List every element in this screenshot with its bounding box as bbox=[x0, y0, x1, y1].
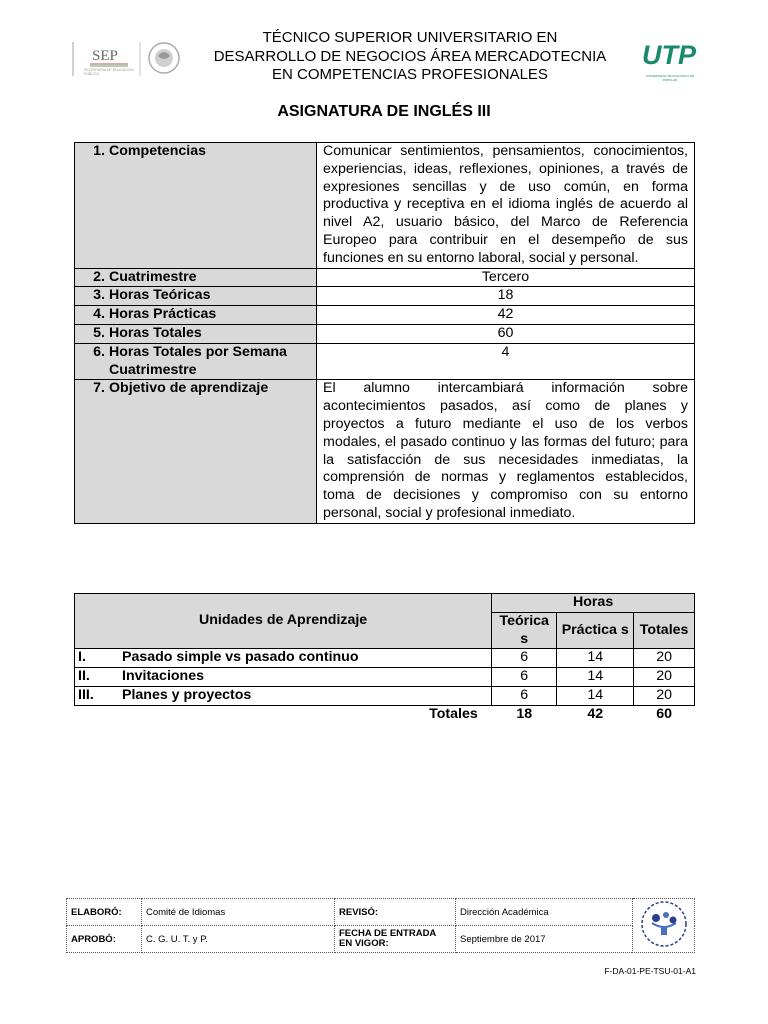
row-label: Horas Teóricas bbox=[109, 287, 211, 304]
aprobo-label: APROBÓ: bbox=[67, 926, 142, 953]
row-number: 4. bbox=[93, 306, 105, 323]
row-label: Horas Prácticas bbox=[109, 306, 217, 323]
totals-row bbox=[75, 705, 695, 723]
unit-total: 20 bbox=[634, 686, 695, 705]
elaboro-value: Comité de Idiomas bbox=[142, 899, 335, 926]
units-header: Unidades de Aprendizaje bbox=[75, 594, 492, 649]
info-row-horas-teoricas bbox=[75, 287, 695, 306]
unit-practice: 14 bbox=[557, 668, 634, 687]
unit-name: Invitaciones bbox=[122, 668, 205, 685]
elaboro-label: ELABORÓ: bbox=[67, 899, 142, 926]
fecha-value: Septiembre de 2017 bbox=[456, 926, 633, 953]
row-value: 4 bbox=[317, 343, 695, 380]
unit-theory: 6 bbox=[492, 686, 557, 705]
row-value: El alumno intercambiará información sobre acontecimientos pasados, así como de planes y proyectos a futuro mediante el uso de los verbos modales, el pasado continuo y las formas del futuro; para la satisfacción de sus necesidades inmediatas, la comprensión de normas y reglamentos establecidos, toma de decisiones y compromiso con su entorno personal, social y profesional inmediato. bbox=[317, 380, 695, 523]
row-label: Cuatrimestre bbox=[109, 268, 197, 285]
utp-logo bbox=[640, 38, 700, 82]
approval-table bbox=[66, 898, 695, 953]
total-header: Totales bbox=[634, 612, 695, 649]
row-number: 2. bbox=[93, 268, 105, 285]
program-title-line-2: DESARROLLO DE NEGOCIOS ÁREA MERCADOTECNIA bbox=[213, 47, 607, 65]
reviso-value: Dirección Académica bbox=[456, 899, 633, 926]
sep-logo-text: SEP bbox=[92, 48, 118, 64]
row-value: 60 bbox=[317, 324, 695, 343]
row-value: 42 bbox=[317, 306, 695, 325]
program-title-line-3: EN COMPETENCIAS PROFESIONALES bbox=[272, 66, 548, 83]
table-row bbox=[75, 668, 695, 687]
info-row-cuatrimestre bbox=[75, 268, 695, 287]
program-title-line-1: TÉCNICO SUPERIOR UNIVERSITARIO EN bbox=[262, 29, 558, 46]
aprobo-value: C. G. U. T. y P. bbox=[142, 926, 335, 953]
unit-theory: 6 bbox=[492, 649, 557, 668]
sep-logo-subtext: SECRETARÍA DE EDUCACIÓN PÚBLICA bbox=[84, 68, 134, 76]
unit-practice: 14 bbox=[557, 649, 634, 668]
row-label: Horas Totales bbox=[109, 324, 202, 341]
unit-number: I. bbox=[78, 649, 86, 666]
info-row-horas-semana bbox=[75, 343, 695, 380]
subject-info-table bbox=[74, 142, 695, 524]
totals-total: 60 bbox=[656, 705, 672, 722]
units-table bbox=[74, 593, 695, 724]
fecha-label: FECHA DE ENTRADA EN VIGOR: bbox=[335, 926, 456, 953]
row-number: 3. bbox=[93, 287, 105, 304]
row-label: Objetivo de aprendizaje bbox=[109, 380, 269, 397]
row-number: 5. bbox=[93, 324, 105, 341]
row-label: Competencias bbox=[109, 143, 206, 159]
row-value: Comunicar sentimientos, pensamientos, conocimientos, experiencias, ideas, reflexiones, opiniones, a través de expresiones sencillas y de uso común, en forma productiva y receptiva en el idioma inglés de acuerdo al nivel A2, usuario básico, del Marco de Referencia Europeo para contribuir en el desempeño de sus funciones en su entorno laboral, social y personal. bbox=[317, 143, 695, 269]
row-number: 1. bbox=[93, 143, 105, 159]
unit-total: 20 bbox=[634, 649, 695, 668]
unit-theory: 6 bbox=[492, 668, 557, 687]
theory-header: Teórica s bbox=[492, 612, 557, 649]
unit-name: Pasado simple vs pasado continuo bbox=[122, 649, 359, 666]
institution-seal-icon bbox=[638, 899, 690, 949]
program-title bbox=[190, 29, 630, 85]
unit-number: III. bbox=[78, 686, 94, 703]
unit-practice: 14 bbox=[557, 686, 634, 705]
info-row-horas-totales bbox=[75, 324, 695, 343]
info-row-objetivo bbox=[75, 380, 695, 523]
table-row bbox=[75, 686, 695, 705]
reviso-label: REVISÓ: bbox=[335, 899, 456, 926]
row-number: 6. bbox=[93, 343, 105, 360]
row-label: Horas Totales por Semana Cuatrimestre bbox=[109, 343, 287, 378]
row-value: Tercero bbox=[317, 268, 695, 287]
unit-total: 20 bbox=[634, 668, 695, 687]
institution-seal bbox=[633, 899, 695, 953]
utp-logo-text: UTP bbox=[642, 40, 696, 70]
totals-theory: 18 bbox=[516, 705, 533, 722]
utp-logo-subtext: UNIVERSIDAD TECNOLÓGICA DE POPULAR bbox=[646, 74, 694, 82]
row-number: 7. bbox=[93, 380, 105, 397]
hours-header: Horas bbox=[492, 594, 695, 613]
totals-practice: 42 bbox=[587, 705, 604, 722]
row-value: 18 bbox=[317, 287, 695, 306]
table-row bbox=[75, 649, 695, 668]
document-code: F-DA-01-PE-TSU-01-A1 bbox=[604, 966, 696, 976]
subject-title: ASIGNATURA DE INGLÉS III bbox=[277, 103, 491, 120]
info-row-horas-practicas bbox=[75, 306, 695, 325]
practice-header: Práctica s bbox=[557, 612, 634, 649]
unit-name: Planes y proyectos bbox=[122, 686, 252, 703]
unit-number: II. bbox=[78, 668, 90, 685]
totals-label: Totales bbox=[429, 705, 478, 722]
info-row-competencias bbox=[75, 143, 695, 269]
